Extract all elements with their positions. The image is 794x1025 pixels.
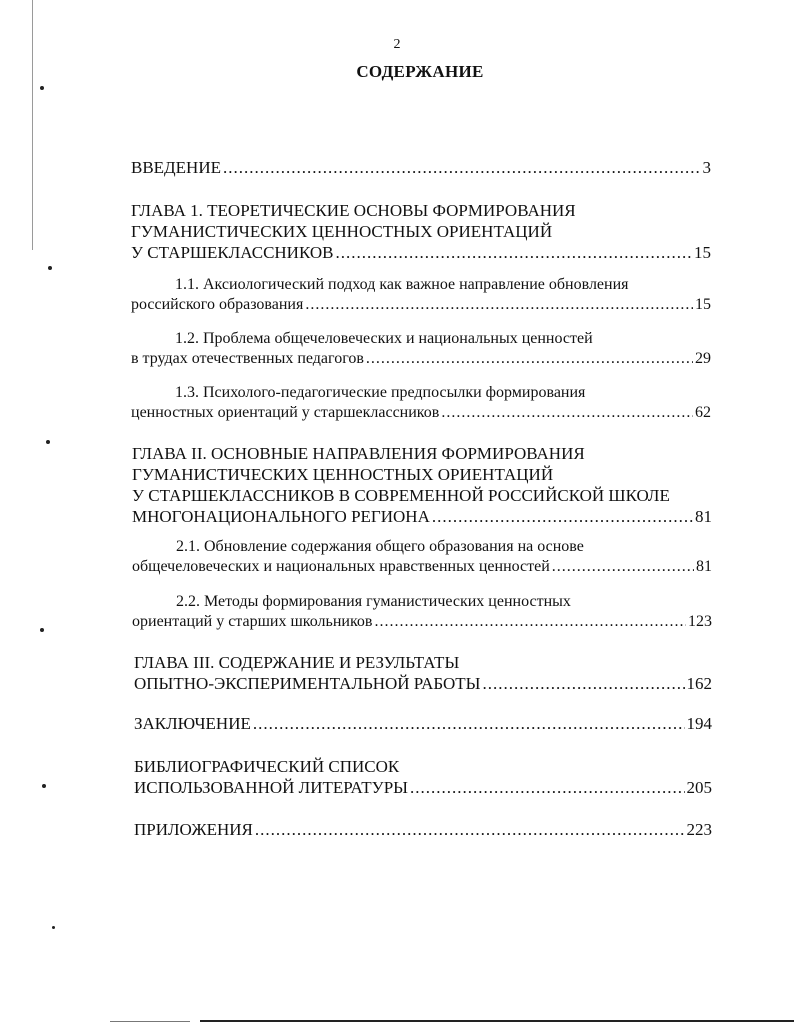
toc-leader-dots	[223, 157, 701, 178]
toc-leader-dots	[305, 295, 693, 315]
toc-leader-dots	[483, 673, 685, 694]
toc-entry-conclusion[interactable]	[134, 713, 712, 734]
toc-page-number: 62	[695, 404, 711, 421]
toc-entry-title: ОПЫТНО-ЭКСПЕРИМЕНТАЛЬНОЙ РАБОТЫ	[134, 674, 481, 693]
toc-entry-title: ЗАКЛЮЧЕНИЕ	[134, 714, 251, 733]
toc-entry-line: 1.3. Психолого-педагогические предпосылки формирования	[175, 384, 586, 401]
toc-page-number: 29	[695, 350, 711, 367]
toc-entry-chapter-1[interactable]	[131, 200, 711, 263]
toc-leader-dots	[255, 819, 685, 840]
bottom-edge-line	[110, 1021, 190, 1022]
toc-leader-dots	[410, 777, 684, 798]
toc-entry-chapter-2[interactable]	[132, 443, 712, 527]
toc-page-number: 223	[686, 820, 712, 839]
toc-page-number: 123	[688, 613, 712, 630]
toc-leader-dots	[374, 612, 686, 632]
toc-entry-title: ВВЕДЕНИЕ	[131, 158, 221, 177]
toc-entry-title: У СТАРШЕКЛАССНИКОВ	[131, 243, 334, 262]
toc-entry-section-1-1[interactable]	[131, 275, 711, 315]
toc-page-number: 3	[702, 158, 711, 177]
toc-leader-dots	[336, 242, 693, 263]
toc-entry-line: БИБЛИОГРАФИЧЕСКИЙ СПИСОК	[134, 757, 400, 776]
toc-entry-title: МНОГОНАЦИОНАЛЬНОГО РЕГИОНА	[132, 507, 430, 526]
toc-entry-section-1-2[interactable]	[131, 329, 711, 369]
toc-entry-appendices[interactable]	[134, 819, 712, 840]
page-title: СОДЕРЖАНИЕ	[356, 62, 484, 81]
toc-entry-section-2-2[interactable]	[132, 592, 712, 632]
toc-entry-line: ГЛАВА III. СОДЕРЖАНИЕ И РЕЗУЛЬТАТЫ	[134, 653, 460, 672]
toc-page-number: 15	[694, 243, 711, 262]
toc-entry-title: российского образования	[131, 296, 304, 313]
toc-entry-title: ориентаций у старших школьников	[132, 613, 373, 630]
toc-entry-line: 1.1. Аксиологический подход как важное направление обновления	[175, 276, 629, 293]
toc-entry-title: общечеловеческих и национальных нравственных ценностей	[132, 558, 550, 575]
toc-entry-line: У СТАРШЕКЛАССНИКОВ В СОВРЕМЕННОЙ РОССИЙСКОЙ ШКОЛЕ	[132, 486, 670, 505]
toc-page-number: 15	[695, 296, 711, 313]
page-number: 2	[393, 37, 401, 52]
toc-entry-bibliography[interactable]	[134, 756, 712, 798]
toc-leader-dots	[366, 349, 693, 369]
toc-entry-line: ГУМАНИСТИЧЕСКИХ ЦЕННОСТНЫХ ОРИЕНТАЦИЙ	[131, 222, 553, 241]
toc-entry-chapter-3[interactable]	[134, 652, 712, 694]
toc-entry-title: ИСПОЛЬЗОВАННОЙ ЛИТЕРАТУРЫ	[134, 778, 409, 797]
toc-page-number: 194	[686, 714, 712, 733]
toc-entry-line: 2.1. Обновление содержания общего образования на основе	[176, 538, 584, 555]
bottom-edge-line	[200, 1020, 794, 1022]
toc-entry-title: в трудах отечественных педагогов	[131, 350, 364, 367]
toc-leader-dots	[253, 713, 685, 734]
toc-entry-section-1-3[interactable]	[131, 383, 711, 423]
toc-page-number: 205	[686, 778, 712, 797]
toc-entry-title: ПРИЛОЖЕНИЯ	[134, 820, 253, 839]
toc-leader-dots	[552, 557, 694, 577]
toc-leader-dots	[441, 403, 693, 423]
toc-entry-introduction[interactable]	[131, 157, 711, 178]
toc-entry-section-2-1[interactable]	[132, 537, 712, 577]
toc-page-number: 162	[686, 674, 712, 693]
toc-page-number: 81	[696, 558, 712, 575]
toc-entry-line: ГЛАВА 1. ТЕОРЕТИЧЕСКИЕ ОСНОВЫ ФОРМИРОВАНИЯ	[131, 201, 576, 220]
toc-entry-line: ГЛАВА II. ОСНОВНЫЕ НАПРАВЛЕНИЯ ФОРМИРОВАНИЯ	[132, 444, 585, 463]
toc-entry-title: ценностных ориентаций у старшеклассников	[131, 404, 440, 421]
toc-entry-line: ГУМАНИСТИЧЕСКИХ ЦЕННОСТНЫХ ОРИЕНТАЦИЙ	[132, 465, 554, 484]
toc-page-number: 81	[695, 507, 712, 526]
toc-entry-line: 1.2. Проблема общечеловеческих и национальных ценностей	[175, 330, 593, 347]
toc-entry-line: 2.2. Методы формирования гуманистических ценностных	[176, 593, 571, 610]
toc-leader-dots	[432, 506, 693, 527]
